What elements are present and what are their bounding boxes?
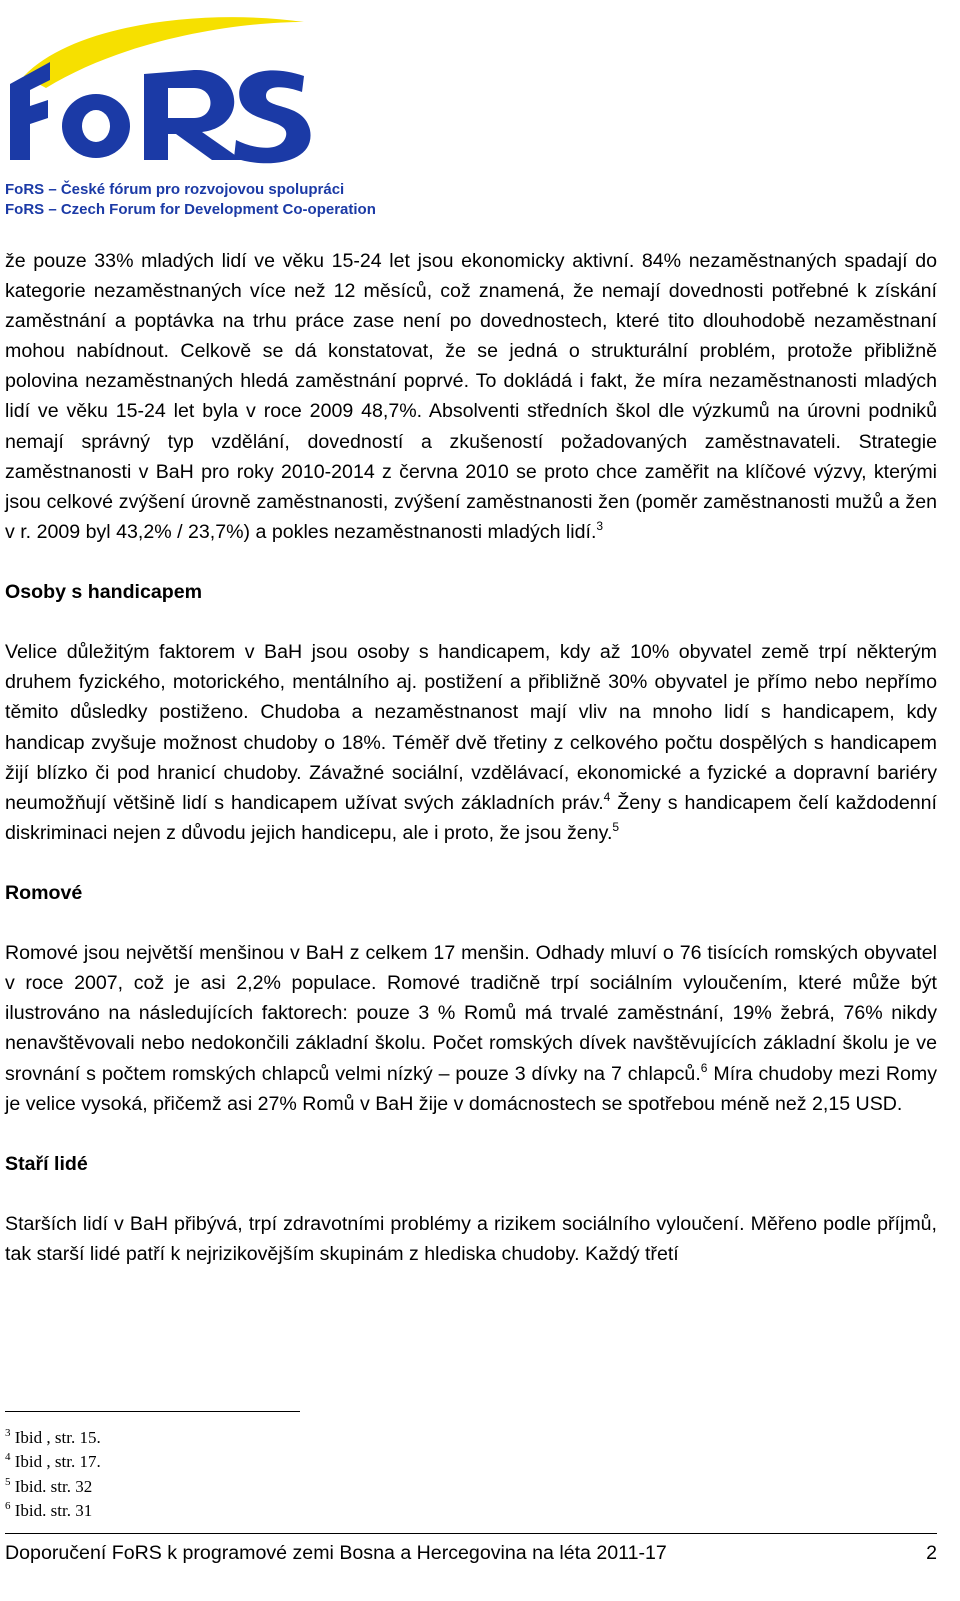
org-name-en: FoRS – Czech Forum for Development Co-operation bbox=[5, 201, 376, 218]
org-name-cz: FoRS – České fórum pro rozvojovou spolupráci bbox=[5, 181, 345, 198]
footnote-item: $^4$ Ibid , str. 17. bbox=[5, 1451, 101, 1472]
footnote-item: $^6$ Ibid. str. 31 bbox=[5, 1499, 93, 1520]
paragraph-elderly: Starších lidí v BaH přibývá, trpí zdravotními problémy a rizikem sociálního vyloučení. Měřeno podle příjmů, tak starší lidé patří k nejrizikovějším skupinám z hlediska chudoby. Každý třetí bbox=[5, 1213, 937, 1266]
paragraph-youth-employment: že pouze 33% mladých lidí ve věku 15-24 let jsou ekonomicky aktivní. 84% nezaměstnaných spadají do kategorie nezaměstnaných více než 12 měsíců, což znamená, že nemají dovednosti potřebné k získání zaměstnání a poptávka na trhu práce zase není po dovednostech, které tito dlouhodobě nezaměstnaní mohou nabídnout. Celkově se dá konstatovat, že se jedná o strukturální problém, protože přibližně polovina nezaměstnaných hledá zaměstnání poprvé. To dokládá i fakt, že míra nezaměstnanosti mladých lidí ve věku 15-24 let byla v roce 2009 48,7%. Absolventi středních škol dle výzkumů na úrovni podniků nemají správný typ vzdělání, dovedností a zkušeností požadovaných zaměstnavateli. Strategie zaměstnanosti v BaH pro roky 2010-2014 z června 2010 se proto chce zaměřit na klíčové výzvy, kterými jsou celkové zvýšení úrovně zaměstnanosti, zvýšení zaměstnanosti žen (poměr zaměstnanosti mužů a žen v r. 2009 byl 43,2% / 23,7%) a pokles nezaměstnanosti mladých lidí.$^3$ bbox=[5, 250, 937, 543]
paragraph-handicap: Velice důležitým faktorem v BaH jsou osoby s handicapem, kdy až 10% obyvatel země trpí některým druhem fyzického, motorického, mentálního aj. postižení a přibližně 30% obyvatel je přímo nebo nepřímo těmito důsledky postiženo. Chudoba a nezaměstnanost mají vliv na mnoho lidí s handicapem, kdy handicap zvyšuje možnost chudoby o 18%. Téměř dvě třetiny z celkového počtu dospělých s handicapem žijí blízko či pod hranicí chudoby. Závažné sociální, vzdělávací, ekonomické a fyzické a dopravní bariéry neumožňují většině lidí s handicapem užívat svých základních práv.$^4$ Ženy s handicapem čelí každodenní diskriminaci nejen z důvodu jejich handicepu, ale i proto, že jsou ženy.$^5$ bbox=[5, 641, 937, 844]
org-names bbox=[5, 180, 376, 220]
document-body bbox=[5, 246, 937, 1269]
footnotes bbox=[5, 1426, 101, 1523]
heading-roma: Romové bbox=[5, 881, 83, 904]
footnote-divider bbox=[5, 1411, 300, 1412]
footer-title: Doporučení FoRS k programové zemi Bosna a Hercegovina na léta 2011-17 bbox=[5, 1542, 667, 1564]
fors-logo-graphic bbox=[4, 14, 324, 164]
footnote-ref[interactable]: 3 bbox=[596, 518, 604, 533]
heading-elderly: Staří lidé bbox=[5, 1152, 88, 1175]
footnote-item: $^5$ Ibid. str. 32 bbox=[5, 1475, 93, 1496]
fors-logo bbox=[4, 14, 324, 164]
footnote-ref[interactable]: 4 bbox=[603, 789, 611, 804]
page-footer bbox=[5, 1540, 937, 1566]
page-number: 2 bbox=[926, 1542, 937, 1564]
footnote-item: $^3$ Ibid , str. 15. bbox=[5, 1427, 101, 1447]
footnote-ref[interactable]: 6 bbox=[700, 1060, 708, 1075]
paragraph-roma: Romové jsou největší menšinou v BaH z celkem 17 menšin. Odhady mluví o 76 tisících romských obyvatel v roce 2007, což je asi 2,2% populace. Romové tradičně trpí sociálním vyloučením, které může být ilustrováno na následujících faktorech: pouze 3 % Romů má trvalé zaměstnání, 19% žebrá, 76% nikdy nenavštěvovali nebo nedokončili základní školu. Počet romských dívek navštěvujících základní školu je ve srovnání s počtem romských chlapců velmi nízký – pouze 3 dívky na 7 chlapců.$^6$ Míra chudoby mezi Romy je velice vysoká, přičemž asi 27% Romů v BaH žije v domácnostech se spotřebou méně než 2,15 USD. bbox=[5, 942, 937, 1115]
footnote-ref[interactable]: 5 bbox=[612, 819, 620, 834]
footer-divider bbox=[5, 1533, 937, 1534]
heading-handicap: Osoby s handicapem bbox=[5, 581, 203, 604]
